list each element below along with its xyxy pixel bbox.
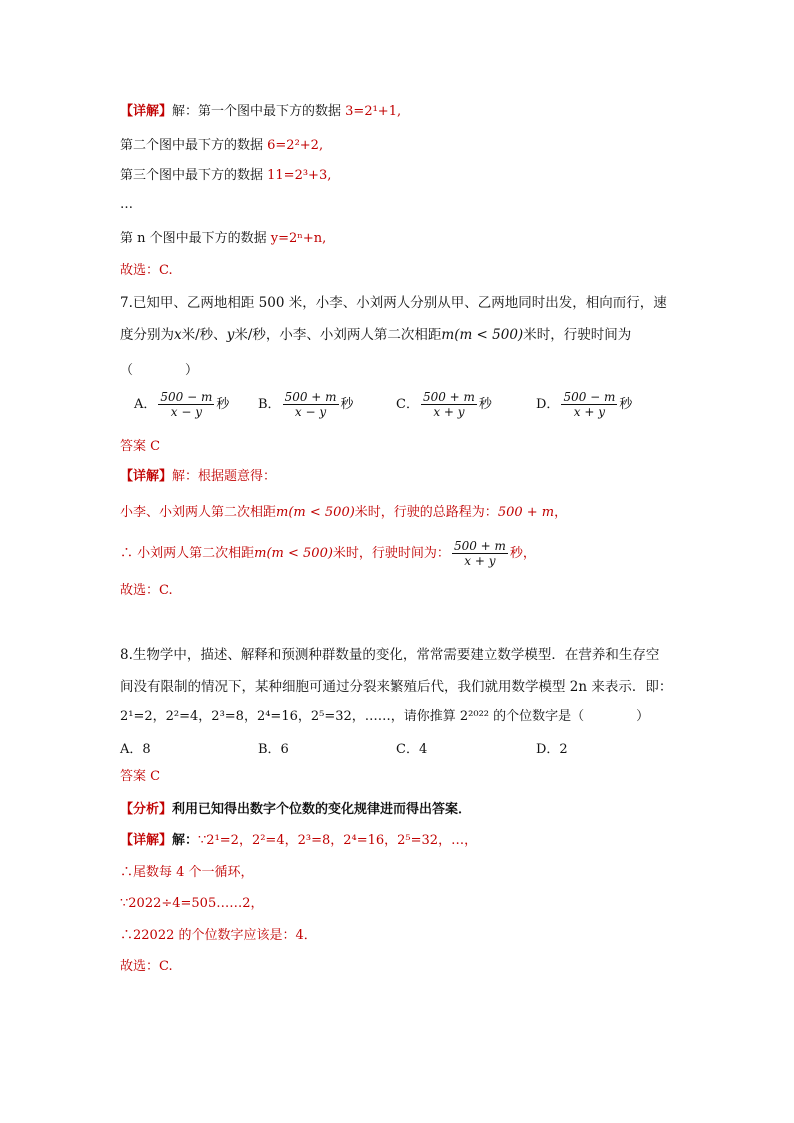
q7-detail-line-2: ∴ 小刘两人第二次相距m(m < 500)米时，行驶时间为： $\frac{500 + m}{x + y}$ 秒，	[120, 539, 536, 568]
q6-line-3: 第三个图中最下方的数据 11=2³+3,	[120, 168, 332, 183]
q8-detail-line-2: ∴尾数每 4 个一循环，	[120, 865, 254, 880]
q8-choice: 故选：C.	[120, 959, 173, 974]
q8-stem-line-2: 间没有限制的情况下，某种细胞可通过分裂来繁殖后代，我们就用数学模型 2n 来表示．即：	[120, 679, 673, 695]
q7-answer: 答案 C	[120, 439, 161, 454]
q8-detail-line-4: ∴22022 的个位数字应该是：4．	[120, 928, 317, 943]
q7-detail-line-1: 小李、小刘两人第二次相距m(m < 500)米时，行驶的总路程为：500 + m，	[120, 505, 568, 520]
q7-option-c: C． $\frac{500 + m}{x + y}$ 秒	[396, 390, 492, 419]
q7-option-b: B． $\frac{500 + m}{x - y}$ 秒	[258, 390, 354, 419]
q8-option-c: C．4	[396, 742, 428, 757]
detail-tag: 【详解】	[120, 469, 173, 484]
analysis-tag: 【分析】	[120, 802, 173, 817]
q8-option-b: B．6	[258, 742, 289, 757]
q6-ellipsis: …	[120, 197, 133, 212]
q8-option-a: A．8	[120, 742, 151, 757]
detail-tag: 【详解】	[120, 833, 173, 848]
q8-stem-line-3: 2¹=2，2²=4，2³=8，2⁴=16，2⁵=32，……，请你推算 2²⁰²² 的个位数字是（ ）	[120, 709, 650, 724]
q6-line-5: 第 n 个图中最下方的数据 y=2ⁿ+n,	[120, 231, 327, 246]
q7-answer-paren: （ ）	[120, 363, 199, 378]
q7-choice: 故选：C.	[120, 583, 173, 598]
q7-stem-line-1: 7.已知甲、乙两地相距 500 米，小李、小刘两人分别从甲、乙两地同时出发，相向而行，速	[120, 295, 667, 311]
q8-detail-line-3: ∵2022÷4=505……2，	[120, 896, 264, 911]
q7-option-d: D． $\frac{500 - m}{x + y}$ 秒	[536, 390, 633, 419]
q6-detail-line: 【详解】解：第一个图中最下方的数据 3=2¹+1,	[120, 104, 402, 119]
q8-answer: 答案 C	[120, 769, 161, 784]
q7-stem-line-2: 度分别为x米/秒、y米/秒，小李、小刘两人第二次相距m(m < 500)米时，行驶时间为	[120, 327, 632, 343]
q8-analysis-line: 【分析】利用已知得出数字个位数的变化规律进而得出答案．	[120, 802, 472, 817]
q7-detail-line: 【详解】解：根据题意得：	[120, 469, 277, 484]
q6-choice: 故选：C.	[120, 263, 173, 278]
q6-line-2: 第二个图中最下方的数据 6=2²+2,	[120, 138, 324, 153]
q8-option-d: D．2	[536, 742, 568, 757]
q7-option-a: A． $\frac{500 - m}{x - y}$ 秒	[134, 390, 230, 419]
detail-tag: 【详解】	[120, 104, 173, 119]
q8-detail-line: 【详解】解：∵2¹=2，2²=4，2³=8，2⁴=16，2⁵=32，…，	[120, 833, 478, 848]
q8-stem-line-1: 8.生物学中，描述、解释和预测种群数量的变化，常常需要建立数学模型．在营养和生存空	[120, 647, 660, 663]
